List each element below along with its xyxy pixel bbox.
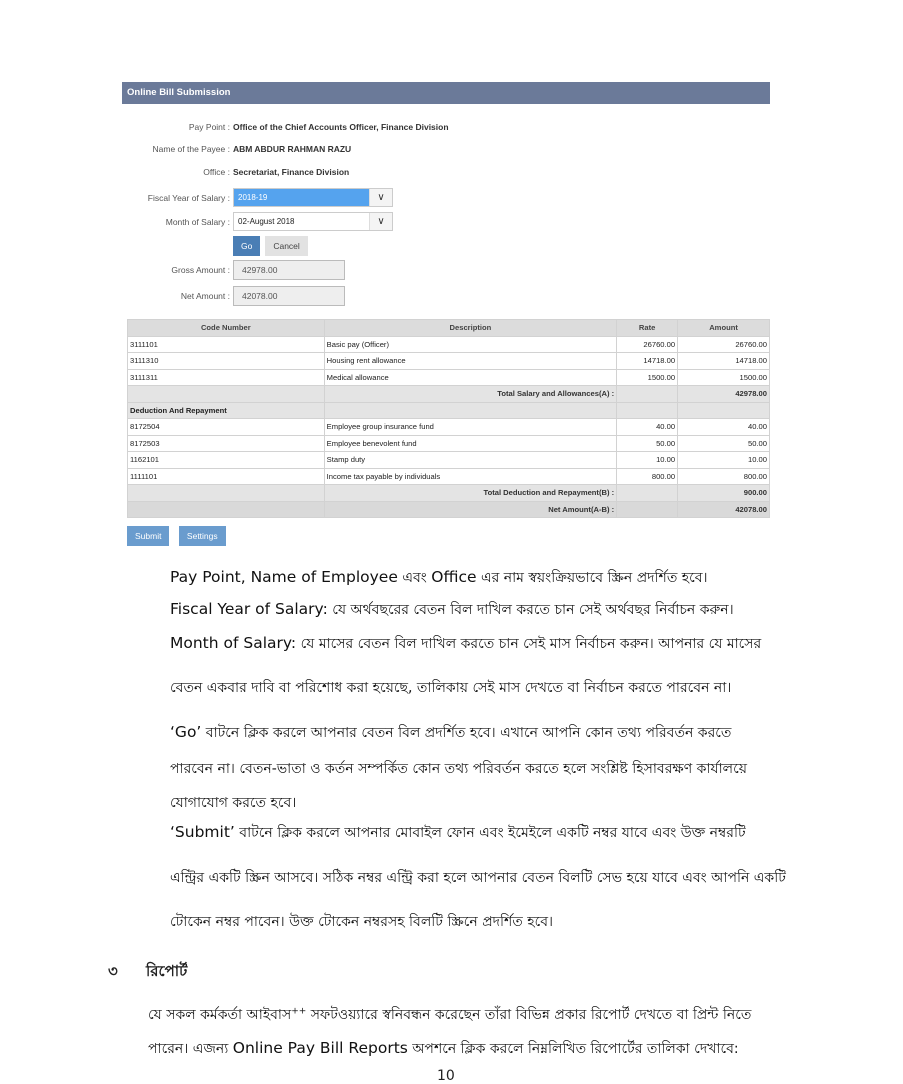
cancel-button[interactable]: Cancel [265, 236, 307, 256]
rate: 26760.00 [617, 336, 678, 353]
code: 3111310 [128, 353, 325, 370]
pay-point-label: Pay Point : [188, 122, 230, 132]
empty-cell [617, 485, 678, 502]
bill-table [127, 319, 770, 518]
section-number: ৩ [108, 962, 118, 980]
go-button[interactable]: Go [233, 236, 260, 256]
section-heading [108, 960, 187, 985]
amount: 50.00 [678, 435, 770, 452]
code: 8172504 [128, 419, 325, 436]
empty-cell [617, 402, 678, 419]
description: Medical allowance [324, 369, 616, 386]
rate: 40.00 [617, 419, 678, 436]
total-salary-row [128, 386, 770, 403]
amount: 10.00 [678, 452, 770, 469]
fiscal-year-select[interactable] [233, 188, 393, 207]
text: যে মাসের বেতন বিল দাখিল করতে চান সেই মাস নির্বাচন করুন। আপনার যে মাসের [296, 636, 762, 652]
net-amount-table-row [128, 501, 770, 518]
payee-row [122, 144, 351, 154]
net-amount-label: Net Amount : [180, 291, 230, 301]
pay-point-value: Office of the Chief Accounts Officer, Finance Division [233, 122, 449, 132]
panel-title: Online Bill Submission [122, 82, 770, 104]
pay-point-row [122, 122, 449, 132]
text: Month of Salary: [170, 634, 297, 652]
text: Pay Point, Name of Employee [170, 568, 398, 586]
bottom-actions [127, 526, 770, 546]
paragraph-fiscal-year [170, 598, 734, 622]
paragraph-report-cont [148, 1037, 739, 1061]
col-rate: Rate [617, 320, 678, 337]
text: Fiscal Year of Salary: [170, 600, 328, 618]
net-amount-table-label: Net Amount(A-B) : [324, 501, 616, 518]
rate: 50.00 [617, 435, 678, 452]
table-row [128, 353, 770, 370]
empty-cell [324, 402, 616, 419]
empty-cell [128, 501, 325, 518]
text: অপশনে ক্লিক করলে নিম্নলিখিত রিপোর্টের তালিকা দেখাবে: [407, 1041, 739, 1057]
net-amount-table-value: 42078.00 [678, 501, 770, 518]
empty-cell [678, 402, 770, 419]
description: Housing rent allowance [324, 353, 616, 370]
office-row [122, 167, 349, 177]
description: Employee group insurance fund [324, 419, 616, 436]
text: এবং [397, 570, 432, 586]
text: পারেন। এজন্য [148, 1041, 233, 1057]
table-row [128, 336, 770, 353]
month-label: Month of Salary : [165, 216, 230, 227]
amount: 40.00 [678, 419, 770, 436]
code: 3111311 [128, 369, 325, 386]
gross-amount-field[interactable]: 42978.00 [233, 260, 345, 280]
amount: 26760.00 [678, 336, 770, 353]
paragraph-report [148, 1003, 751, 1027]
description: Stamp duty [324, 452, 616, 469]
text: যে অর্থবছরের বেতন বিল দাখিল করতে চান সেই অর্থবছর নির্বাচন করুন। [327, 602, 734, 618]
online-bill-submission-screenshot [122, 82, 770, 546]
text: Online Pay Bill Reports [232, 1039, 408, 1057]
office-label: Office : [203, 167, 230, 177]
empty-cell [617, 386, 678, 403]
description: Basic pay (Officer) [324, 336, 616, 353]
empty-cell [128, 485, 325, 502]
total-salary-value: 42978.00 [678, 386, 770, 403]
code: 3111101 [128, 336, 325, 353]
office-value: Secretariat, Finance Division [233, 167, 350, 177]
table-row [128, 435, 770, 452]
empty-cell [617, 501, 678, 518]
paragraph-pay-point [170, 566, 708, 590]
table-row [128, 452, 770, 469]
amount: 800.00 [678, 468, 770, 485]
table-row [128, 369, 770, 386]
rate: 800.00 [617, 468, 678, 485]
empty-cell [128, 386, 325, 403]
table-header [128, 320, 770, 337]
chevron-down-icon[interactable]: ∨ [369, 189, 392, 206]
code: 1162101 [128, 452, 325, 469]
submit-button[interactable]: Submit [127, 526, 169, 546]
page-number: 10 [437, 1068, 455, 1084]
table-row [128, 468, 770, 485]
gross-amount-label: Gross Amount : [171, 265, 230, 275]
paragraph-submit-cont2: টোকেন নম্বর পাবেন। উক্ত টোকেন নম্বরসহ বিলটি স্ক্রিনে প্রদর্শিত হবে। [170, 914, 554, 930]
paragraph-month-cont: বেতন একবার দাবি বা পরিশোধ করা হয়েছে, তালিকায় সেই মাস দেখতে বা নির্বাচন করতে পারবেন না। [170, 680, 732, 696]
rate: 1500.00 [617, 369, 678, 386]
month-row [122, 212, 393, 231]
settings-button[interactable]: Settings [179, 526, 226, 546]
text: বাটনে ক্লিক করলে আপনার বেতন বিল প্রদর্শিত হবে। এখানে আপনি কোন তথ্য পরিবর্তন করতে [201, 725, 732, 741]
payee-value: ABM ABDUR RAHMAN RAZU [233, 144, 352, 154]
section-title: রিপোর্ট [146, 962, 188, 980]
col-description: Description [324, 320, 616, 337]
description: Employee benevolent fund [324, 435, 616, 452]
net-amount-row [122, 286, 345, 306]
paragraph-go-cont: পারবেন না। বেতন-ভাতা ও কর্তন সম্পর্কিত কোন তথ্য পরিবর্তন করতে হলে সংশ্লিষ্ট হিসাবরক্ষণ কার্যালয়ে [170, 761, 747, 777]
description: Income tax payable by individuals [324, 468, 616, 485]
amount: 14718.00 [678, 353, 770, 370]
paragraph-month [170, 632, 761, 656]
text: এর নাম স্বয়ংক্রিয়ভাবে স্ক্রিন প্রদর্শিত হবে। [476, 570, 708, 586]
bill-form [122, 104, 770, 319]
text: যে সকল কর্মকর্তা আইবাস [148, 1007, 292, 1023]
fiscal-year-row [122, 188, 393, 207]
month-select[interactable] [233, 212, 393, 231]
code: 1111101 [128, 468, 325, 485]
total-salary-label: Total Salary and Allowances(A) : [324, 386, 616, 403]
form-actions [233, 236, 313, 256]
text: Office [431, 568, 477, 586]
text: বাটনে ক্লিক করলে আপনার মোবাইল ফোন এবং ইমেইলে একটি নম্বর যাবে এবং উক্ত নম্বরটি [234, 825, 746, 841]
text: ++ [291, 1006, 307, 1017]
code: 8172503 [128, 435, 325, 452]
col-code: Code Number [128, 320, 325, 337]
rate: 10.00 [617, 452, 678, 469]
table-row [128, 419, 770, 436]
text: ‘Submit’ [170, 823, 235, 841]
payee-label: Name of the Payee : [152, 144, 230, 154]
gross-amount-row [122, 260, 345, 280]
total-deduction-label: Total Deduction and Repayment(B) : [324, 485, 616, 502]
total-deduction-value: 900.00 [678, 485, 770, 502]
fiscal-year-label: Fiscal Year of Salary : [147, 192, 230, 203]
rate: 14718.00 [617, 353, 678, 370]
paragraph-go [170, 721, 731, 745]
col-amount: Amount [678, 320, 770, 337]
paragraph-go-cont2: যোগাযোগ করতে হবে। [170, 795, 297, 811]
text: সফটওয়্যারে স্বনিবন্ধন করেছেন তাঁরা বিভিন্ন প্রকার রিপোর্ট দেখতে বা প্রিন্ট নিতে [306, 1007, 752, 1023]
month-value: 02-August 2018 [238, 217, 295, 226]
deduction-section-label: Deduction And Repayment [128, 402, 325, 419]
paragraph-submit-cont: এন্ট্রির একটি স্ক্রিন আসবে। সঠিক নম্বর এন্ট্রি করা হলে আপনার বেতন বিলটি সেভ হয়ে যাবে এবং আপনি একটি [170, 870, 786, 886]
fiscal-year-value: 2018-19 [234, 189, 369, 206]
deduction-section-row [128, 402, 770, 419]
net-amount-field[interactable]: 42078.00 [233, 286, 345, 306]
total-deduction-row [128, 485, 770, 502]
chevron-down-icon[interactable]: ∨ [369, 213, 392, 230]
paragraph-submit [170, 821, 746, 845]
amount: 1500.00 [678, 369, 770, 386]
text: ‘Go’ [170, 723, 202, 741]
